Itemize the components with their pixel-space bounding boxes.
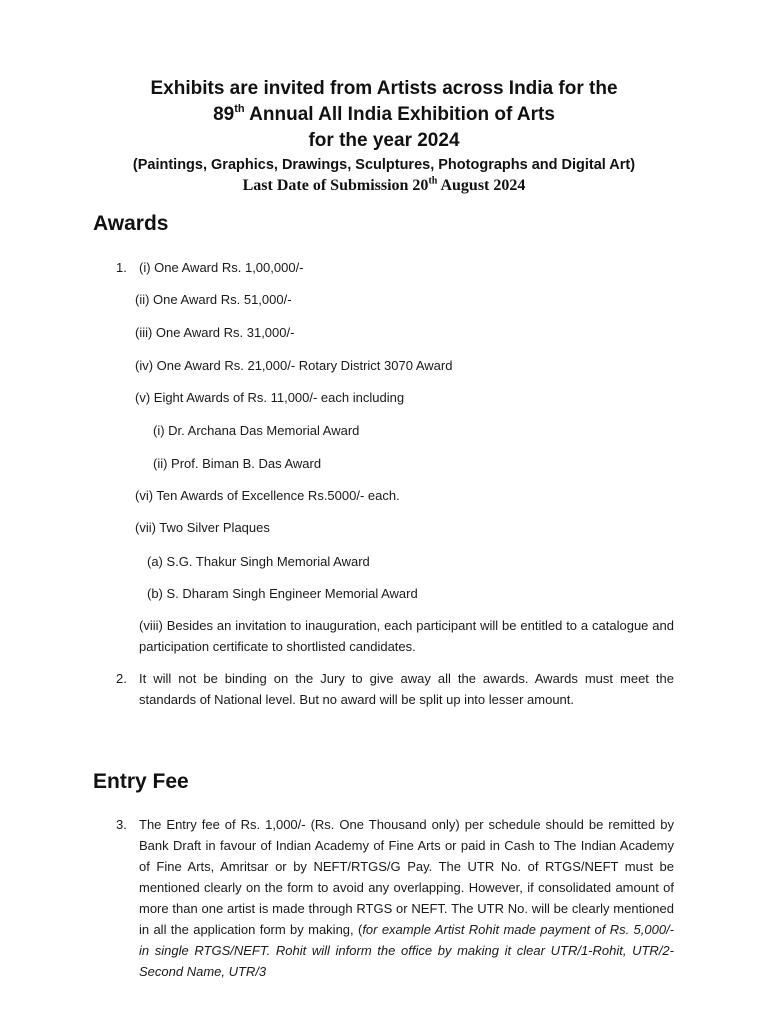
last-date-suffix: th	[428, 175, 438, 187]
title-block	[0, 76, 768, 197]
award-line-vi: (vi) Ten Awards of Excellence Rs.5000/- each.	[135, 488, 400, 503]
edition-suffix: th	[234, 102, 245, 115]
last-date-rest: August 2024	[437, 177, 526, 194]
awards-heading: Awards	[93, 212, 169, 235]
item-2-text: It will not be binding on the Jury to give away all the awards. Awards must meet the standards of National level. But no award will be split up into lesser amount.	[139, 671, 674, 707]
award-line-iii: (iii) One Award Rs. 31,000/-	[135, 325, 295, 340]
item-3-paragraph	[139, 814, 674, 982]
award-subline-biman-das: (ii) Prof. Biman B. Das Award	[153, 456, 322, 471]
title-line-2	[0, 102, 768, 128]
last-date-prefix: Last Date of Submission 20	[242, 177, 429, 194]
item-1-number: 1.	[116, 260, 127, 275]
item-3-number: 3.	[116, 817, 127, 832]
last-date-line	[0, 175, 768, 197]
award-line-v: (v) Eight Awards of Rs. 11,000/- each including	[135, 390, 405, 405]
categories-line: (Paintings, Graphics, Drawings, Sculptures, Photographs and Digital Art)	[132, 157, 636, 173]
exhibition-name: Annual All India Exhibition of Arts	[244, 104, 555, 125]
award-line-ii: (ii) One Award Rs. 51,000/-	[135, 292, 292, 307]
award-line-i: (i) One Award Rs. 1,00,000/-	[139, 260, 304, 275]
award-subline-archana-das: (i) Dr. Archana Das Memorial Award	[153, 423, 360, 438]
item-3-text: The Entry fee of Rs. 1,000/- (Rs. One Thousand only) per schedule should be remitted by Bank Draft in favour of Indian Academy of Fine Arts or paid in Cash to The Indian Academy of Fine Arts, Amritsar or by NEFT/RTGS/G Pay. The UTR No. of RTGS/NEFT must be mentioned clearly on the form to avoid any overlapping. However, if consolidated amount of more than one artist is made through RTGS or NEFT. The UTR No. will be clearly mentioned in all the application form by making, (	[139, 817, 674, 937]
award-subline-thakur-singh: (a) S.G. Thakur Singh Memorial Award	[147, 554, 370, 569]
item-3-example: for example Artist Rohit made payment of Rs. 5,000/- in single RTGS/NEFT. Rohit will inform the office by making it clear UTR/1-Rohit, UTR/2-Second Name, UTR/3	[139, 922, 675, 979]
edition-number: 89	[213, 104, 235, 125]
award-line-vii: (vii) Two Silver Plaques	[135, 520, 270, 535]
award-line-iv: (iv) One Award Rs. 21,000/- Rotary District 3070 Award	[135, 358, 453, 373]
award-subline-dharam-singh: (b) S. Dharam Singh Engineer Memorial Award	[147, 586, 418, 601]
title-line-3: for the year 2024	[308, 130, 460, 151]
item-2-number: 2.	[116, 671, 127, 686]
title-line-1: Exhibits are invited from Artists across India for the	[150, 78, 618, 99]
award-line-viii: (viii) Besides an invitation to inauguration, each participant will be entitled to a catalogue and participation certificate to shortlisted candidates.	[139, 618, 674, 654]
entry-fee-heading: Entry Fee	[93, 770, 189, 793]
